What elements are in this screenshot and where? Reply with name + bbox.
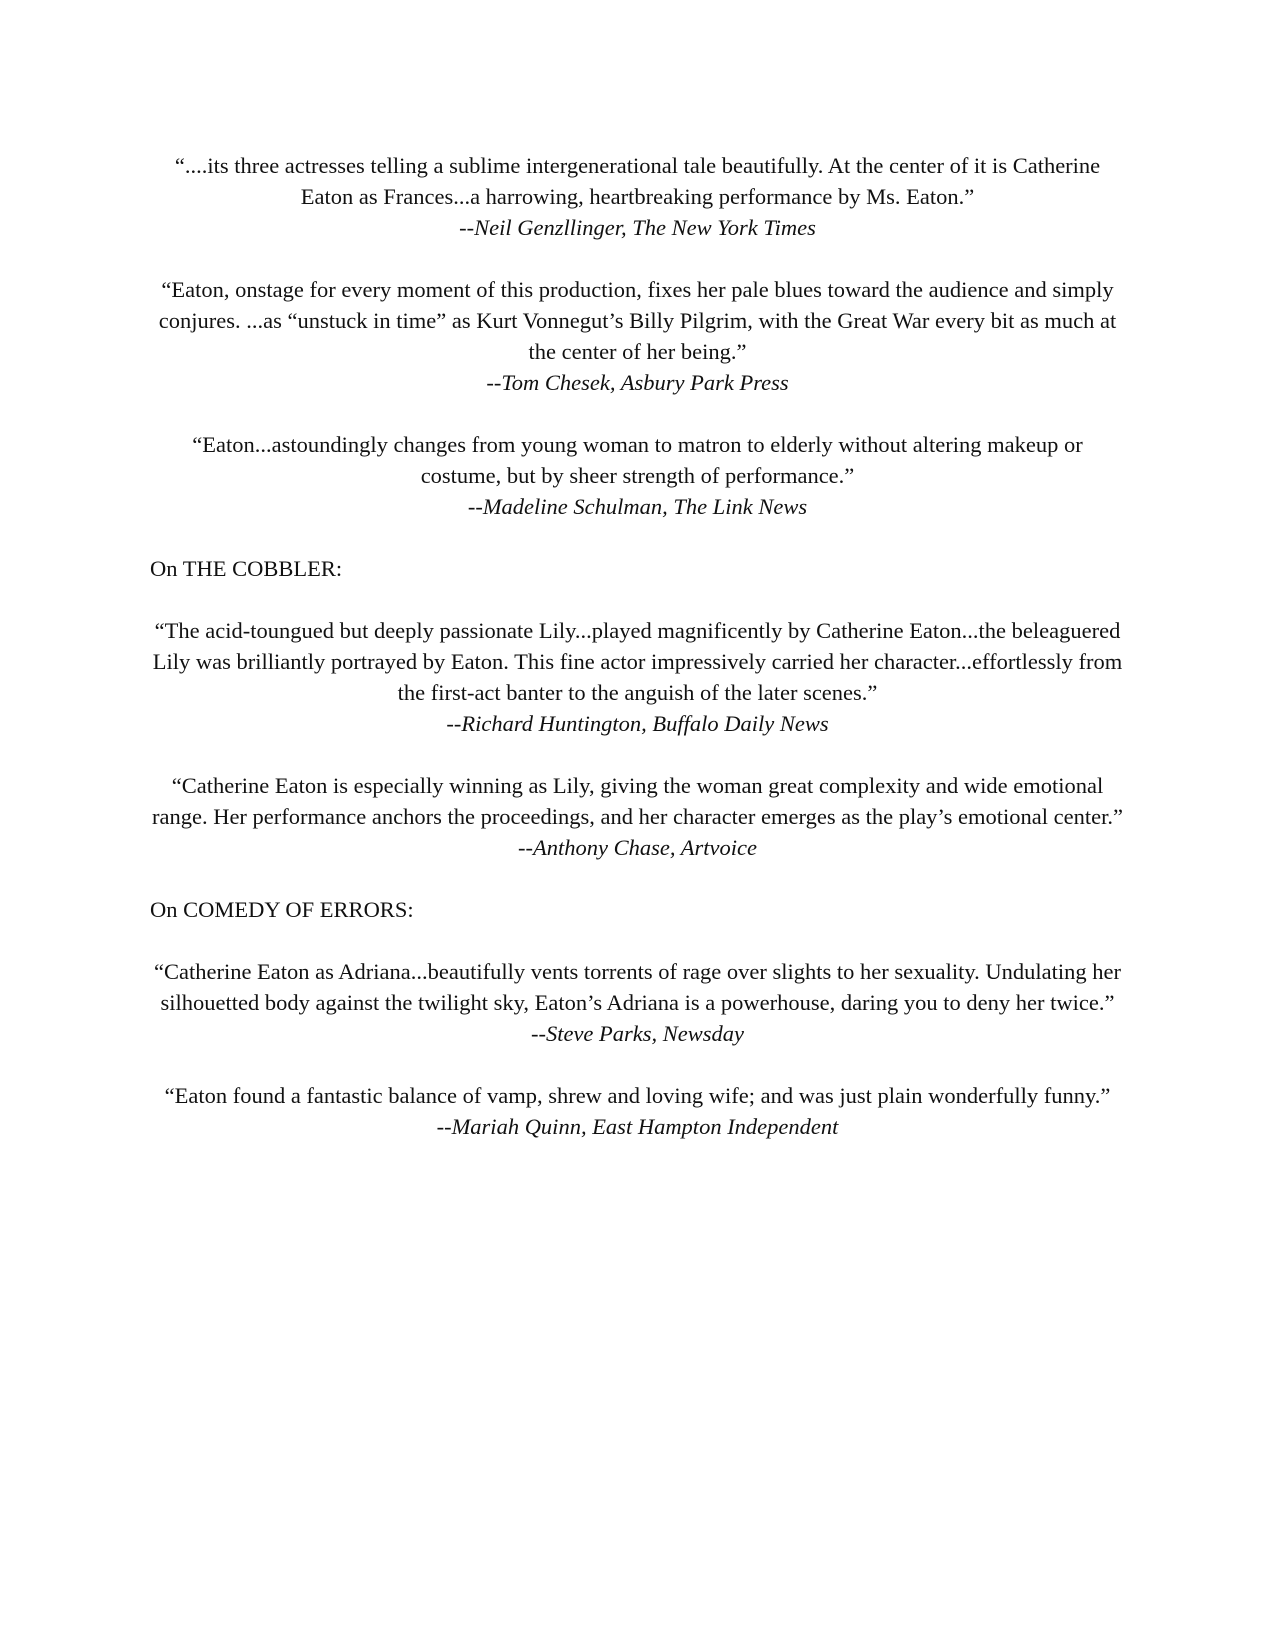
review-quote	[150, 615, 1125, 739]
review-quote	[150, 956, 1125, 1049]
quote-attribution: --Madeline Schulman, The Link News	[467, 494, 808, 519]
review-quote	[150, 150, 1125, 243]
review-quote	[150, 274, 1125, 398]
quote-text: “Catherine Eaton as Adriana...beautifully vents torrents of rage over slights to her sexuality. Undulating her silhouetted body against the twilight sky, Eaton’s Adriana is a powerhouse, daring you to deny her twice.”	[153, 959, 1122, 1015]
quote-text: “Catherine Eaton is especially winning as Lily, giving the woman great complexity and wide emotional range. Her performance anchors the proceedings, and her character emerges as the play’s emotional center.”	[151, 773, 1123, 829]
quote-attribution: --Tom Chesek, Asbury Park Press	[486, 370, 789, 395]
quote-text: “The acid-toungued but deeply passionate Lily...played magnificently by Catherine Eaton...the beleaguered Lily was brilliantly portrayed by Eaton. This fine actor impressively carried her character...effortlessly from the first-act banter to the anguish of the later scenes.”	[152, 618, 1123, 705]
quote-attribution: --Richard Huntington, Buffalo Daily News	[446, 711, 829, 736]
document-page	[150, 150, 1125, 1142]
review-quote	[150, 770, 1125, 863]
review-quote	[150, 429, 1125, 522]
quote-text: “Eaton, onstage for every moment of this production, fixes her pale blues toward the audience and simply conjures. ...as “unstuck in time” as Kurt Vonnegut’s Billy Pilgrim, with the Great War every bit as much at the center of her being.”	[158, 277, 1117, 364]
quote-attribution: --Mariah Quinn, East Hampton Independent	[436, 1114, 839, 1139]
quote-text: “....its three actresses telling a sublime intergenerational tale beautifully. At the center of it is Catherine Eaton as Frances...a harrowing, heartbreaking performance by Ms. Eaton.”	[174, 153, 1101, 209]
quote-text: “Eaton found a fantastic balance of vamp, shrew and loving wife; and was just plain wonderfully funny.”	[164, 1083, 1111, 1108]
quote-attribution: --Anthony Chase, Artvoice	[518, 835, 757, 860]
section-heading-cobbler: On THE COBBLER:	[150, 556, 343, 581]
quote-attribution: --Steve Parks, Newsday	[530, 1021, 745, 1046]
section-heading-comedy-of-errors: On COMEDY OF ERRORS:	[150, 897, 414, 922]
quote-text: “Eaton...astoundingly changes from young woman to matron to elderly without altering makeup or costume, but by sheer strength of performance.”	[192, 432, 1083, 488]
quote-attribution: --Neil Genzllinger, The New York Times	[459, 215, 816, 240]
review-quote	[150, 1080, 1125, 1142]
